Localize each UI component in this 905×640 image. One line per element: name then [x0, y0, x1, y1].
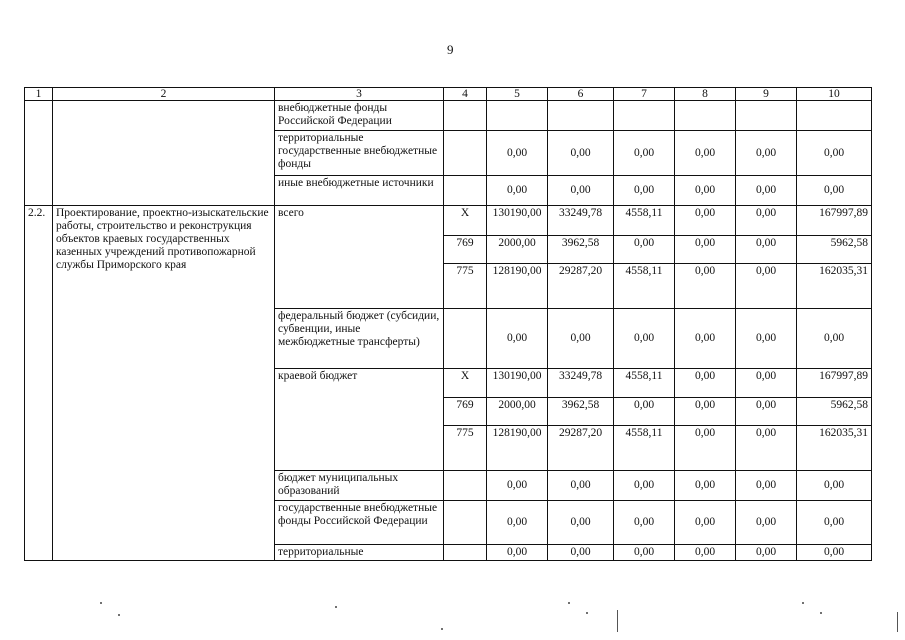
value-cell: 0,00	[614, 131, 675, 176]
source-label: государственные внебюджетные фонды Российской Федерации	[275, 501, 444, 545]
header-row	[25, 88, 872, 101]
value-cell: 162035,31	[797, 426, 872, 471]
col-header: 7	[614, 88, 675, 101]
value-cell: 0,00	[614, 545, 675, 561]
col-header: 8	[675, 88, 736, 101]
value-cell: 3962,58	[548, 398, 614, 426]
col-header: 5	[487, 88, 548, 101]
col-header: 4	[444, 88, 487, 101]
value-cell: 162035,31	[797, 264, 872, 309]
value-cell: 29287,20	[548, 426, 614, 471]
value-cell: 0,00	[548, 176, 614, 206]
scan-speck	[100, 602, 102, 604]
value-cell: 0,00	[675, 206, 736, 236]
value-cell: 0,00	[614, 501, 675, 545]
value-cell: 0,00	[487, 309, 548, 369]
source-label: территориальные	[275, 545, 444, 561]
value-cell: 0,00	[675, 426, 736, 471]
code-cell: 775	[444, 426, 487, 471]
value-cell: 130190,00	[487, 369, 548, 398]
value-cell: 4558,11	[614, 206, 675, 236]
value-cell: 0,00	[736, 264, 797, 309]
value-cell: 0,00	[736, 131, 797, 176]
col-header: 9	[736, 88, 797, 101]
table-row	[25, 101, 872, 131]
value-cell: 0,00	[797, 131, 872, 176]
value-cell: 0,00	[736, 398, 797, 426]
value-cell: 0,00	[675, 264, 736, 309]
value-cell: 0,00	[797, 501, 872, 545]
value-cell: 2000,00	[487, 398, 548, 426]
value-cell: 0,00	[487, 471, 548, 501]
value-cell: 0,00	[797, 471, 872, 501]
value-cell: 0,00	[548, 501, 614, 545]
value-cell: 128190,00	[487, 426, 548, 471]
value-cell: 5962,58	[797, 398, 872, 426]
code-cell: 769	[444, 398, 487, 426]
value-cell: 3962,58	[548, 236, 614, 264]
col-header: 6	[548, 88, 614, 101]
value-cell: 33249,78	[548, 206, 614, 236]
scan-line	[897, 612, 898, 632]
scan-speck	[568, 602, 570, 604]
value-cell: 0,00	[548, 471, 614, 501]
col-header: 1	[25, 88, 53, 101]
scan-speck	[335, 606, 337, 608]
value-cell: 0,00	[487, 131, 548, 176]
table-row	[25, 206, 872, 236]
value-cell: 0,00	[548, 131, 614, 176]
code-cell: 775	[444, 264, 487, 309]
source-label: внебюджетные фонды Российской Федерации	[275, 101, 444, 131]
value-cell: 5962,58	[797, 236, 872, 264]
value-cell: 0,00	[736, 426, 797, 471]
value-cell: 0,00	[548, 545, 614, 561]
value-cell: 29287,20	[548, 264, 614, 309]
value-cell: 2000,00	[487, 236, 548, 264]
source-label: территориальные государственные внебюджетные фонды	[275, 131, 444, 176]
value-cell: 0,00	[675, 369, 736, 398]
item-title: Проектирование, проектно-изыскательские работы, строительство и реконструкция объектов краевых государственных казенных учреждений противопожарной службы Приморского края	[53, 206, 275, 561]
item-number: 2.2.	[25, 206, 53, 561]
value-cell: 33249,78	[548, 369, 614, 398]
col-header: 10	[797, 88, 872, 101]
value-cell: 4558,11	[614, 369, 675, 398]
scan-speck	[441, 628, 443, 630]
source-label: краевой бюджет	[275, 369, 444, 471]
value-cell: 0,00	[675, 236, 736, 264]
scan-speck	[802, 602, 804, 604]
value-cell: 0,00	[797, 309, 872, 369]
value-cell: 0,00	[736, 471, 797, 501]
value-cell: 0,00	[487, 545, 548, 561]
code-cell: X	[444, 369, 487, 398]
value-cell: 0,00	[487, 176, 548, 206]
scan-speck	[118, 614, 120, 616]
value-cell: 0,00	[614, 398, 675, 426]
code-cell: X	[444, 206, 487, 236]
value-cell: 0,00	[614, 176, 675, 206]
value-cell: 0,00	[736, 545, 797, 561]
col-header: 2	[53, 88, 275, 101]
scan-speck	[820, 612, 822, 614]
col-header: 3	[275, 88, 444, 101]
value-cell: 0,00	[614, 309, 675, 369]
scan-speck	[586, 612, 588, 614]
value-cell: 128190,00	[487, 264, 548, 309]
value-cell: 0,00	[675, 471, 736, 501]
scan-line	[617, 610, 618, 632]
value-cell: 0,00	[675, 176, 736, 206]
source-label: федеральный бюджет (субсидии, субвенции, иные межбюджетные трансферты)	[275, 309, 444, 369]
source-label: всего	[275, 206, 444, 309]
value-cell: 0,00	[614, 236, 675, 264]
value-cell: 0,00	[675, 501, 736, 545]
value-cell: 0,00	[736, 206, 797, 236]
value-cell: 0,00	[736, 309, 797, 369]
value-cell: 130190,00	[487, 206, 548, 236]
value-cell: 167997,89	[797, 369, 872, 398]
value-cell: 0,00	[487, 501, 548, 545]
page-number: 9	[447, 42, 454, 57]
value-cell: 4558,11	[614, 426, 675, 471]
budget-table	[24, 87, 872, 561]
code-cell: 769	[444, 236, 487, 264]
value-cell: 0,00	[736, 236, 797, 264]
value-cell: 0,00	[548, 309, 614, 369]
value-cell: 0,00	[614, 471, 675, 501]
value-cell: 0,00	[797, 545, 872, 561]
value-cell: 0,00	[797, 176, 872, 206]
value-cell: 0,00	[736, 501, 797, 545]
value-cell: 0,00	[736, 369, 797, 398]
value-cell: 0,00	[675, 398, 736, 426]
value-cell: 0,00	[675, 131, 736, 176]
value-cell: 0,00	[675, 309, 736, 369]
value-cell: 4558,11	[614, 264, 675, 309]
value-cell: 0,00	[675, 545, 736, 561]
value-cell: 167997,89	[797, 206, 872, 236]
source-label: бюджет муниципальных образований	[275, 471, 444, 501]
value-cell: 0,00	[736, 176, 797, 206]
source-label: иные внебюджетные источники	[275, 176, 444, 206]
